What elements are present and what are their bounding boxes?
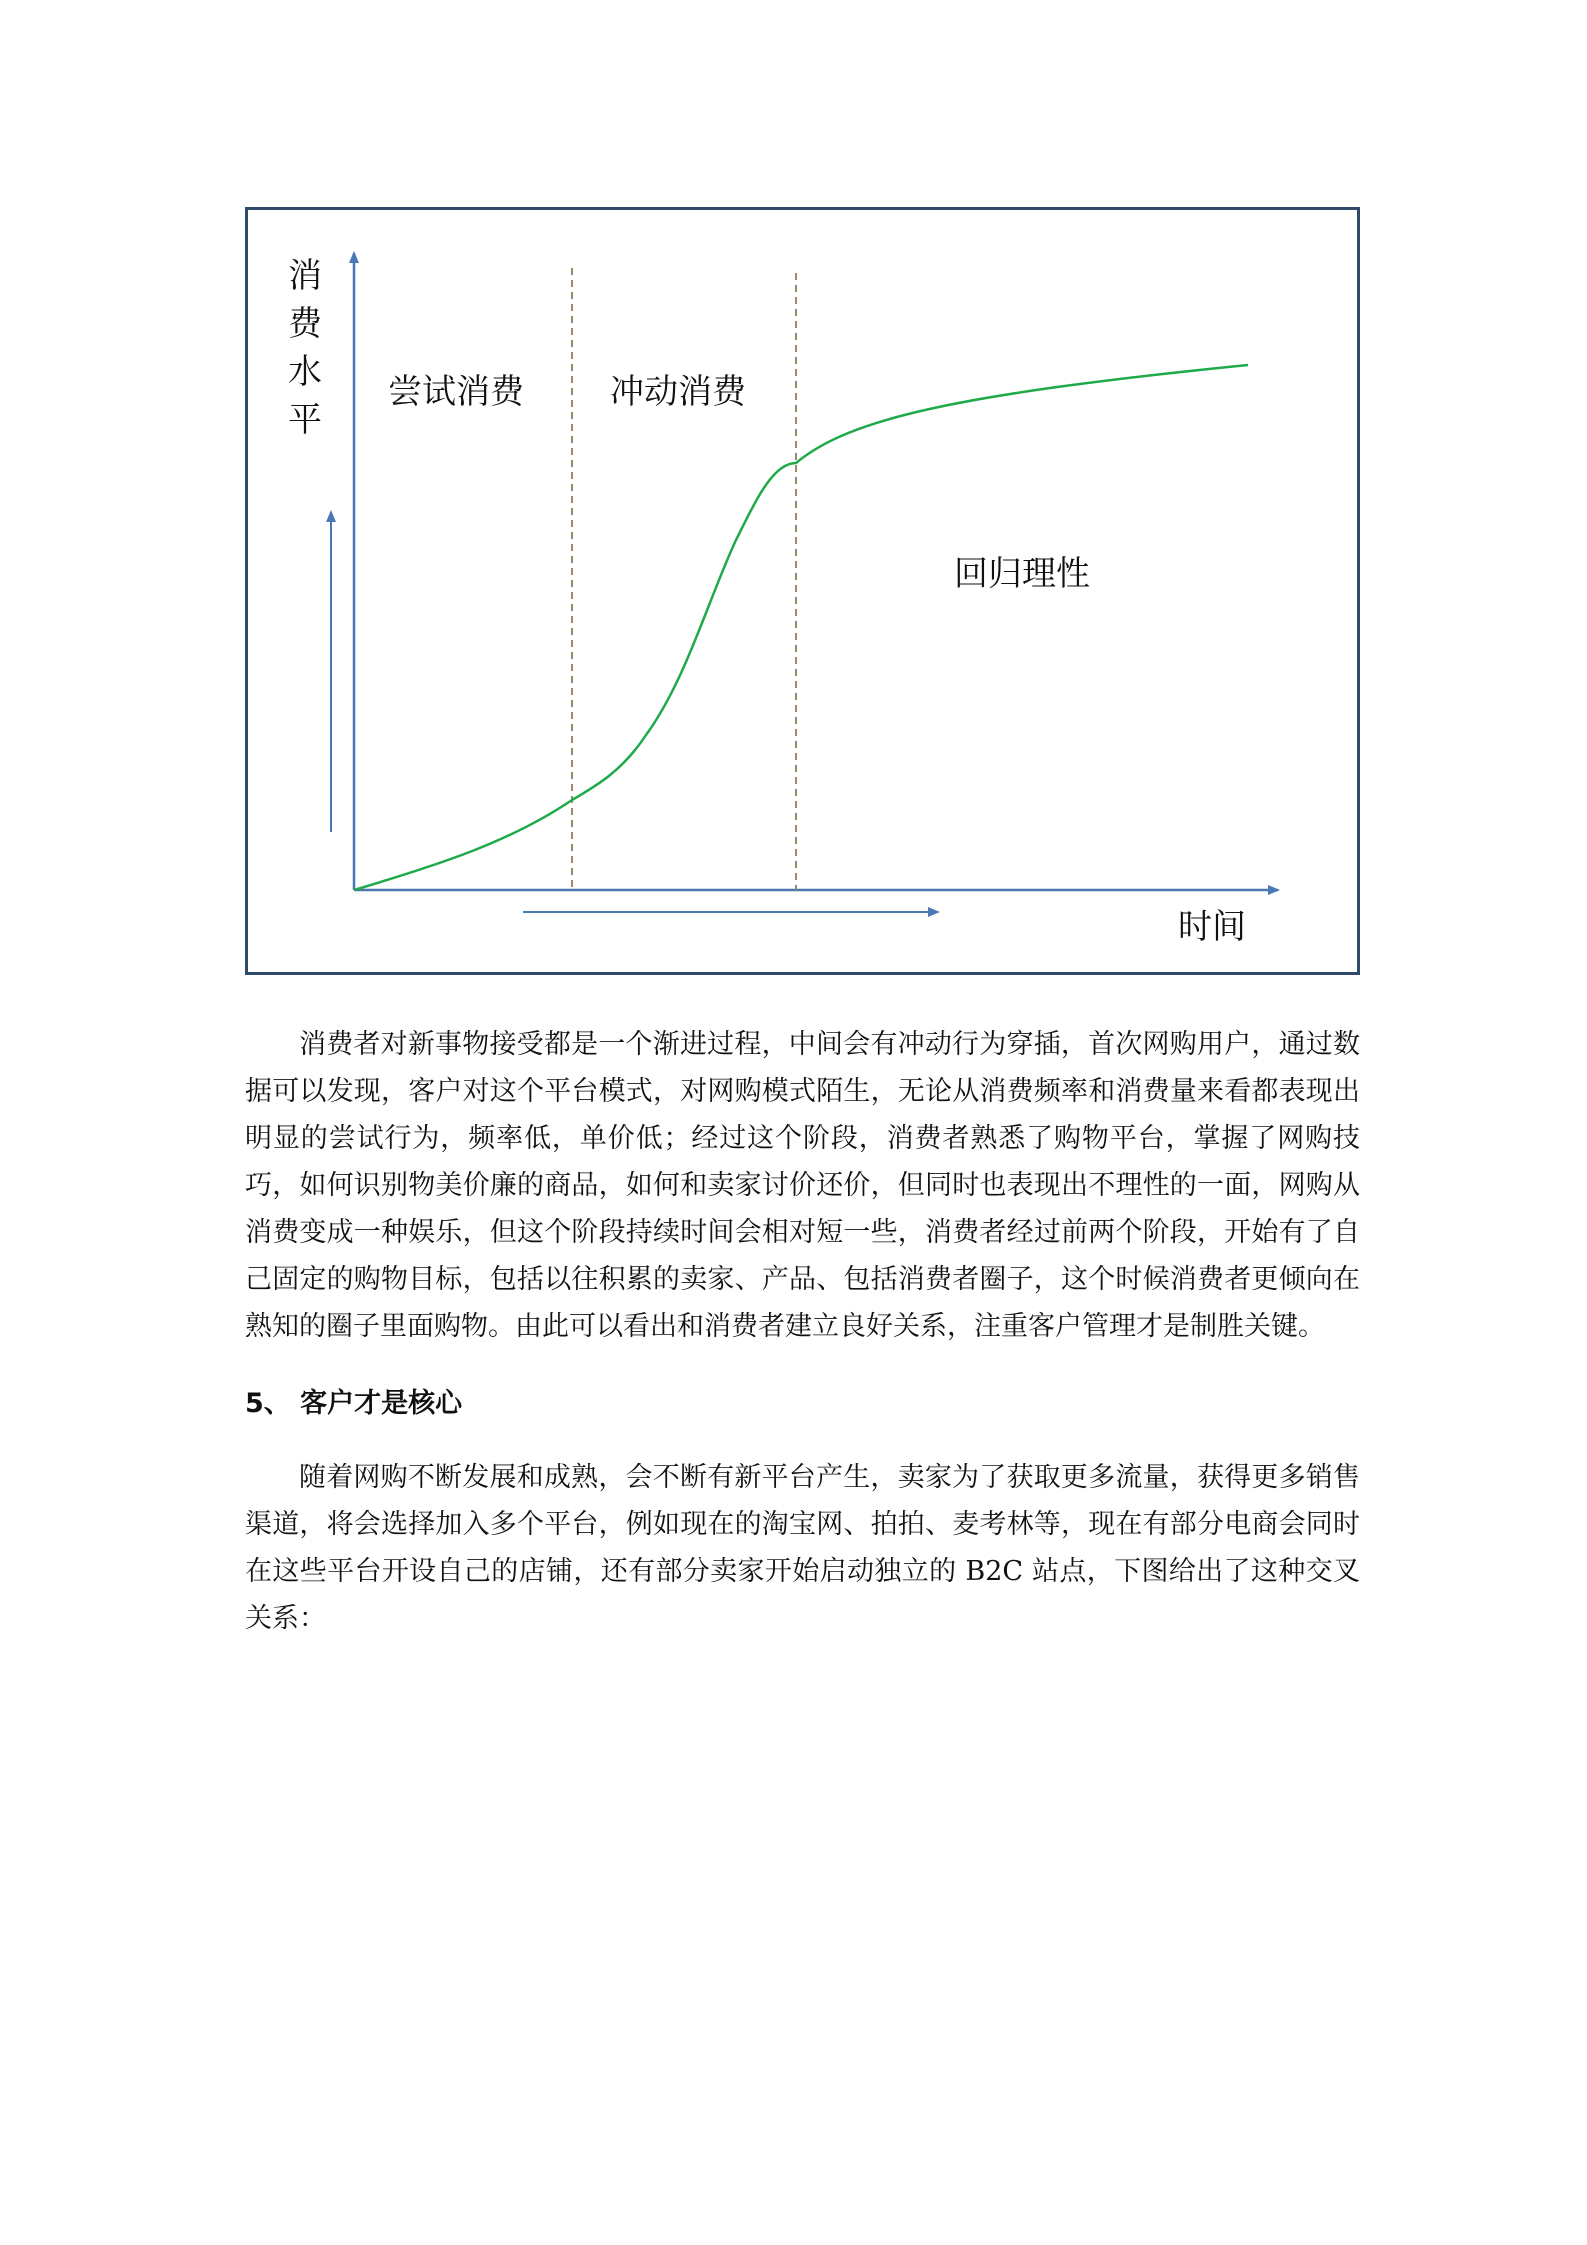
stage-label-trial: 尝试消费 xyxy=(388,372,524,412)
y-axis-label-char-3: 水 xyxy=(288,352,322,392)
figure-canvas xyxy=(248,210,1363,978)
consumption-curve xyxy=(354,365,1248,890)
y-axis-label-char-1: 消 xyxy=(288,256,322,296)
x-axis-label: 时间 xyxy=(1178,907,1246,947)
section-heading: 5、 客户才是核心 xyxy=(245,1388,463,1419)
paragraph-customer-core: 随着网购不断发展和成熟，会不断有新平台产生，卖家为了获取更多流量，获得更多销售渠道，将会选择加入多个平台，例如现在的淘宝网、拍拍、麦考林等，现在有部分电商会同时在这些平台开设自己的店铺，还有部分卖家开始启动独立的 B2C 站点，下图给出了这种交叉关系： xyxy=(245,1462,1360,1634)
paragraph-consumer-stages: 消费者对新事物接受都是一个渐进过程，中间会有冲动行为穿插，首次网购用户，通过数据可以发现，客户对这个平台模式，对网购模式陌生，无论从消费频率和消费量来看都表现出明显的尝试行为，频率低，单价低；经过这个阶段，消费者熟悉了购物平台，掌握了网购技巧，如何识别物美价廉的商品，如何和卖家讨价还价，但同时也表现出不理性的一面，网购从消费变成一种娱乐，但这个阶段持续时间会相对短一些，消费者经过前两个阶段，开始有了自己固定的购物目标，包括以往积累的卖家、产品、包括消费者圈子，这个时候消费者更倾向在熟知的圈子里面购物。由此可以看出和消费者建立良好关系，注重客户管理才是制胜关键。 xyxy=(245,1029,1360,1342)
consumption-stage-figure xyxy=(245,207,1360,975)
y-axis-label-char-4: 平 xyxy=(288,400,322,440)
y-axis-label-char-2: 费 xyxy=(288,304,322,344)
stage-label-impulse: 冲动消费 xyxy=(610,372,746,412)
stage-label-rational: 回归理性 xyxy=(954,554,1090,594)
